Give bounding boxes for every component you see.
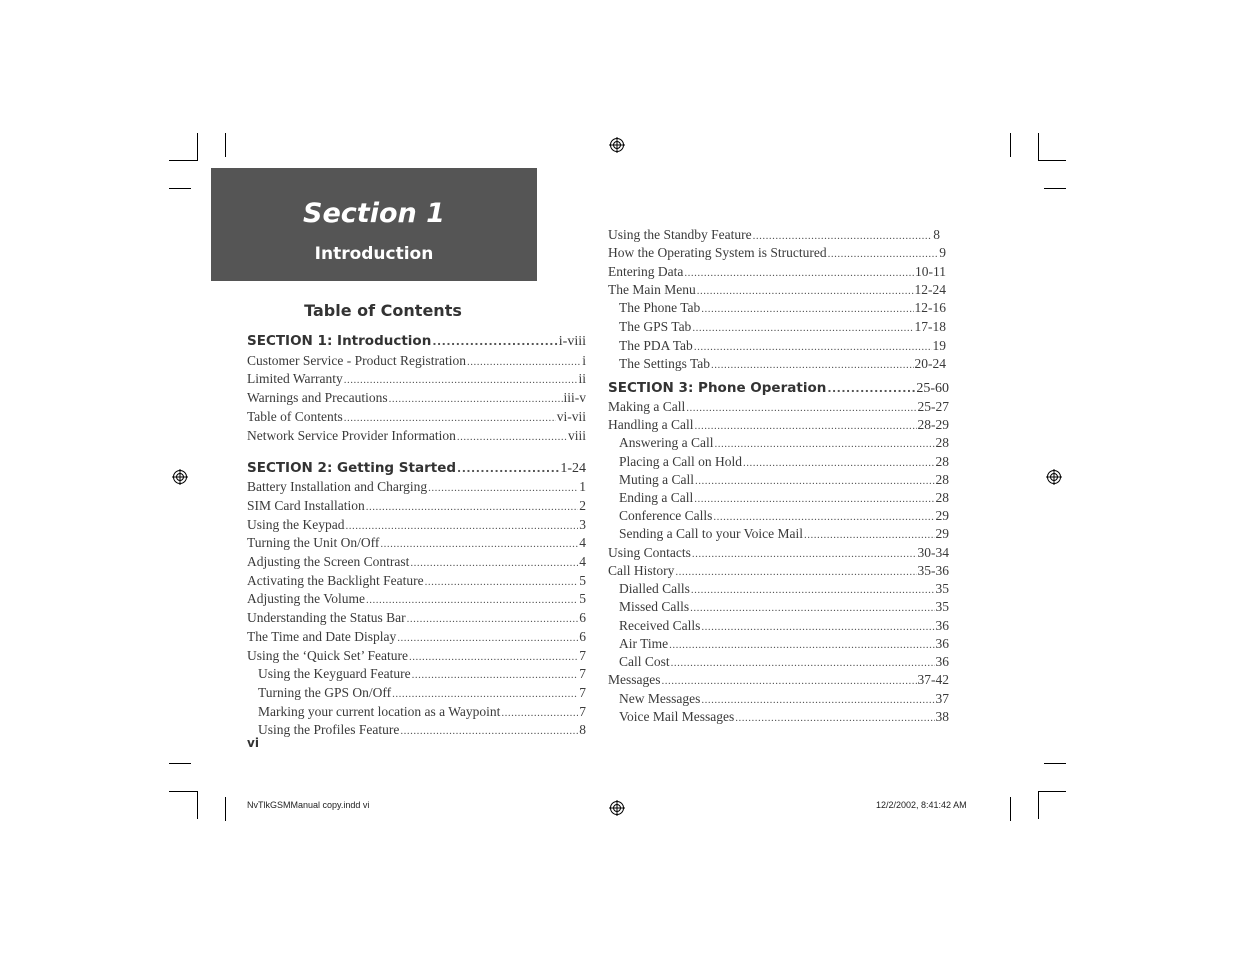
toc-leader-dots — [675, 563, 916, 579]
toc-entry — [608, 282, 946, 300]
toc-entry — [247, 353, 586, 371]
toc-leader-dots — [692, 545, 917, 561]
toc-entry-page: 36 — [935, 654, 949, 669]
toc-leader-dots — [409, 648, 578, 664]
toc-entry — [247, 517, 586, 535]
toc-entry-page: ii — [578, 371, 586, 386]
toc-leader-dots — [397, 629, 578, 645]
toc-entry-page: 35 — [935, 581, 949, 596]
toc-leader-dots — [753, 227, 933, 243]
toc-entry-title: Table of Contents — [247, 409, 343, 424]
toc-entry — [247, 629, 586, 647]
toc-entry-title: Using the Keyguard Feature — [258, 666, 411, 681]
toc-entry-page: 37-42 — [917, 672, 949, 687]
toc-heading: Table of Contents — [304, 301, 462, 320]
toc-leader-dots — [686, 399, 916, 415]
toc-entry-title: SECTION 3: Phone Operation — [608, 380, 827, 396]
toc-leader-dots — [711, 356, 913, 372]
registration-mark-icon — [172, 469, 188, 485]
toc-leader-dots — [344, 409, 556, 425]
registration-mark-icon — [1046, 469, 1062, 485]
toc-entry-page: vi-vii — [556, 409, 586, 424]
toc-entry-title: The GPS Tab — [619, 319, 692, 334]
toc-entry-title: Answering a Call — [619, 435, 714, 450]
crop-mark — [197, 791, 198, 819]
section-subtitle: Introduction — [314, 244, 434, 264]
toc-entry — [608, 472, 949, 490]
toc-entry-title: Customer Service - Product Registration — [247, 353, 466, 368]
toc-entry-page: 4 — [579, 554, 586, 569]
toc-leader-dots — [467, 353, 581, 369]
toc-entry-page: 10-11 — [915, 264, 946, 279]
toc-entry — [247, 428, 586, 446]
toc-entry-page: 29 — [935, 508, 949, 523]
toc-entry — [608, 356, 946, 374]
toc-leader-dots — [695, 472, 935, 488]
toc-entry — [608, 245, 946, 263]
toc-leader-dots — [694, 417, 916, 433]
toc-entry-page: 19 — [932, 338, 946, 353]
toc-entry-page: 3 — [579, 517, 586, 532]
toc-entry-page: 30-34 — [917, 545, 949, 560]
toc-entry-page: 7 — [579, 666, 586, 681]
toc-entry-page: 9 — [939, 245, 946, 260]
toc-entry — [608, 709, 949, 727]
toc-entry — [247, 610, 586, 628]
toc-entry-page: 35 — [935, 599, 949, 614]
toc-entry-page: iii-v — [563, 390, 586, 405]
toc-entry — [247, 554, 586, 572]
toc-entry-title: Call Cost — [619, 654, 670, 669]
toc-entry-page: 7 — [579, 648, 586, 663]
toc-leader-dots — [366, 591, 578, 607]
toc-entry-title: Turning the GPS On/Off — [258, 685, 392, 700]
toc-leader-dots — [713, 508, 934, 524]
crop-mark — [169, 160, 197, 161]
toc-entry-page: 7 — [579, 685, 586, 700]
toc-entry — [247, 685, 586, 703]
toc-entry-title: The Main Menu — [608, 282, 696, 297]
toc-leader-dots — [432, 333, 557, 349]
crop-mark — [169, 791, 197, 792]
toc-leader-dots — [697, 282, 914, 298]
toc-entry — [608, 227, 940, 245]
toc-leader-dots — [344, 371, 578, 387]
toc-entry-title: Ending a Call — [619, 490, 694, 505]
toc-entry-page: 35-36 — [917, 563, 949, 578]
toc-entry-page: 28 — [935, 435, 949, 450]
toc-leader-dots — [735, 709, 934, 725]
toc-entry — [247, 573, 586, 591]
toc-entry-page: 36 — [935, 636, 949, 651]
toc-entry-title: Activating the Backlight Feature — [247, 573, 424, 588]
toc-leader-dots — [669, 636, 934, 652]
toc-leader-dots — [694, 490, 934, 506]
toc-entry — [608, 319, 946, 337]
toc-entry-page: 20-24 — [914, 356, 946, 371]
toc-entry-page: 8 — [933, 227, 940, 242]
toc-entry-title: Adjusting the Screen Contrast — [247, 554, 410, 569]
toc-entry-title: Voice Mail Messages — [619, 709, 735, 724]
footer-filename: NvTlkGSMManual copy.indd vi — [247, 800, 370, 810]
toc-entry — [608, 508, 949, 526]
toc-entry-title: Sending a Call to your Voice Mail — [619, 526, 803, 541]
toc-leader-dots — [410, 554, 578, 570]
toc-entry-page: i — [582, 353, 586, 368]
toc-entry — [608, 526, 949, 544]
toc-entry-title: SIM Card Installation — [247, 498, 365, 513]
toc-leader-dots — [684, 264, 914, 280]
toc-entry — [247, 591, 586, 609]
crop-mark — [169, 188, 191, 189]
toc-leader-dots — [392, 685, 578, 701]
toc-entry-page: 6 — [579, 610, 586, 625]
toc-leader-dots — [428, 479, 578, 495]
toc-entry-title: SECTION 2: Getting Started — [247, 460, 457, 476]
toc-entry — [608, 435, 949, 453]
toc-entry-page: 7 — [579, 704, 586, 719]
crop-mark — [1038, 791, 1039, 819]
footer-timestamp: 12/2/2002, 8:41:42 AM — [876, 800, 967, 810]
toc-entry-page: i-viii — [558, 334, 586, 349]
toc-entry-page: 5 — [579, 573, 586, 588]
toc-entry-page: 8 — [579, 722, 586, 737]
toc-entry-title: Warnings and Precautions — [247, 390, 388, 405]
toc-entry-page: 28 — [935, 472, 949, 487]
crop-mark — [169, 763, 191, 764]
toc-leader-dots — [714, 435, 934, 451]
toc-entry-title: The Settings Tab — [619, 356, 711, 371]
toc-entry-title: Call History — [608, 563, 675, 578]
toc-entry-title: Missed Calls — [619, 599, 690, 614]
crop-mark — [225, 133, 226, 157]
toc-entry — [608, 636, 949, 654]
toc-entry-title: SECTION 1: Introduction — [247, 333, 432, 349]
toc-leader-dots — [425, 573, 579, 589]
toc-section-entry — [608, 380, 949, 398]
crop-mark — [1044, 763, 1066, 764]
toc-section-entry — [247, 333, 586, 351]
toc-entry-title: Entering Data — [608, 264, 684, 279]
toc-entry — [247, 535, 586, 553]
toc-entry-page: 38 — [935, 709, 949, 724]
toc-leader-dots — [743, 454, 935, 470]
toc-entry-title: Limited Warranty — [247, 371, 343, 386]
toc-entry-page: 12-16 — [914, 300, 946, 315]
toc-entry-title: The Phone Tab — [619, 300, 701, 315]
section-title: Section 1 — [303, 198, 445, 229]
toc-entry-title: Making a Call — [608, 399, 686, 414]
toc-entry — [608, 654, 949, 672]
toc-entry — [247, 390, 586, 408]
toc-entry-page: viii — [567, 428, 586, 443]
toc-leader-dots — [701, 618, 934, 634]
toc-leader-dots — [457, 460, 559, 476]
crop-mark — [1038, 791, 1066, 792]
toc-entry-title: Air Time — [619, 636, 669, 651]
toc-entry-title: Using the Profiles Feature — [258, 722, 400, 737]
toc-leader-dots — [671, 654, 935, 670]
toc-entry-title: Using the Keypad — [247, 517, 345, 532]
toc-entry — [608, 490, 949, 508]
page-number: vi — [247, 736, 259, 750]
toc-section-entry — [247, 460, 586, 478]
toc-entry — [608, 618, 949, 636]
toc-leader-dots — [380, 535, 578, 551]
toc-entry-page: 28-29 — [917, 417, 949, 432]
toc-entry-page: 28 — [935, 490, 949, 505]
toc-entry-title: The PDA Tab — [619, 338, 693, 353]
toc-entry-title: New Messages — [619, 691, 701, 706]
toc-entry-page: 29 — [935, 526, 949, 541]
toc-entry-title: Conference Calls — [619, 508, 713, 523]
toc-entry-page: 5 — [579, 591, 586, 606]
toc-entry — [608, 399, 949, 417]
toc-entry-page: 25-27 — [917, 399, 949, 414]
toc-right-column — [608, 0, 949, 954]
toc-entry-title: Understanding the Status Bar — [247, 610, 406, 625]
toc-leader-dots — [827, 380, 915, 396]
toc-entry — [247, 479, 586, 497]
toc-entry — [608, 599, 949, 617]
toc-leader-dots — [692, 319, 913, 335]
crop-mark — [1010, 133, 1011, 157]
crop-mark — [1038, 133, 1039, 161]
toc-entry — [247, 498, 586, 516]
toc-entry-page: 1 — [579, 479, 586, 494]
toc-entry-title: Handling a Call — [608, 417, 694, 432]
toc-entry — [247, 371, 586, 389]
toc-entry — [247, 666, 586, 684]
toc-entry-page: 25-60 — [916, 381, 949, 396]
toc-leader-dots — [345, 517, 578, 533]
toc-entry — [608, 300, 946, 318]
toc-leader-dots — [457, 428, 567, 444]
toc-entry — [608, 338, 946, 356]
toc-entry — [608, 691, 949, 709]
toc-leader-dots — [691, 581, 935, 597]
toc-entry — [608, 545, 949, 563]
crop-mark — [1010, 797, 1011, 821]
crop-mark — [225, 797, 226, 821]
toc-entry — [608, 417, 949, 435]
toc-entry-page: 17-18 — [914, 319, 946, 334]
toc-entry — [608, 563, 949, 581]
toc-leader-dots — [662, 672, 917, 688]
toc-entry-title: Marking your current location as a Waypoint — [258, 704, 501, 719]
crop-mark — [197, 133, 198, 161]
toc-leader-dots — [701, 691, 934, 707]
toc-entry-title: Using the Standby Feature — [608, 227, 752, 242]
toc-leader-dots — [828, 245, 939, 261]
toc-entry-page: 1-24 — [560, 461, 586, 476]
toc-entry — [608, 672, 949, 690]
toc-entry-page: 36 — [935, 618, 949, 633]
toc-entry-title: Turning the Unit On/Off — [247, 535, 380, 550]
toc-entry-title: Placing a Call on Hold — [619, 454, 742, 469]
toc-entry — [247, 648, 586, 666]
toc-entry — [608, 454, 949, 472]
toc-entry-title: Dialled Calls — [619, 581, 690, 596]
toc-entry-title: Using the ‘Quick Set’ Feature — [247, 648, 408, 663]
toc-leader-dots — [407, 610, 579, 626]
toc-entry-page: 28 — [935, 454, 949, 469]
toc-leader-dots — [400, 722, 578, 738]
toc-leader-dots — [366, 498, 579, 514]
toc-entry-title: Received Calls — [619, 618, 701, 633]
toc-leader-dots — [389, 390, 563, 406]
toc-left-column — [247, 0, 586, 954]
toc-entry-title: Battery Installation and Charging — [247, 479, 428, 494]
toc-entry-title: Adjusting the Volume — [247, 591, 366, 606]
toc-entry-page: 4 — [579, 535, 586, 550]
toc-entry-page: 6 — [579, 629, 586, 644]
toc-leader-dots — [501, 704, 578, 720]
toc-leader-dots — [694, 338, 932, 354]
toc-leader-dots — [690, 599, 934, 615]
toc-leader-dots — [412, 666, 579, 682]
toc-entry-page: 37 — [935, 691, 949, 706]
toc-entry — [247, 704, 586, 722]
toc-entry-title: Using Contacts — [608, 545, 691, 560]
toc-entry-title: The Time and Date Display — [247, 629, 397, 644]
toc-entry-page: 2 — [579, 498, 586, 513]
toc-entry-title: Network Service Provider Information — [247, 428, 456, 443]
toc-entry — [608, 264, 946, 282]
toc-leader-dots — [701, 300, 913, 316]
toc-entry-page: 12-24 — [914, 282, 946, 297]
toc-entry — [608, 581, 949, 599]
toc-entry — [247, 722, 586, 740]
toc-entry-title: Muting a Call — [619, 472, 694, 487]
toc-entry-title: Messages — [608, 672, 661, 687]
toc-entry — [247, 409, 586, 427]
crop-mark — [1044, 188, 1066, 189]
toc-leader-dots — [804, 526, 935, 542]
crop-mark — [1038, 160, 1066, 161]
toc-entry-title: How the Operating System is Structured — [608, 245, 827, 260]
